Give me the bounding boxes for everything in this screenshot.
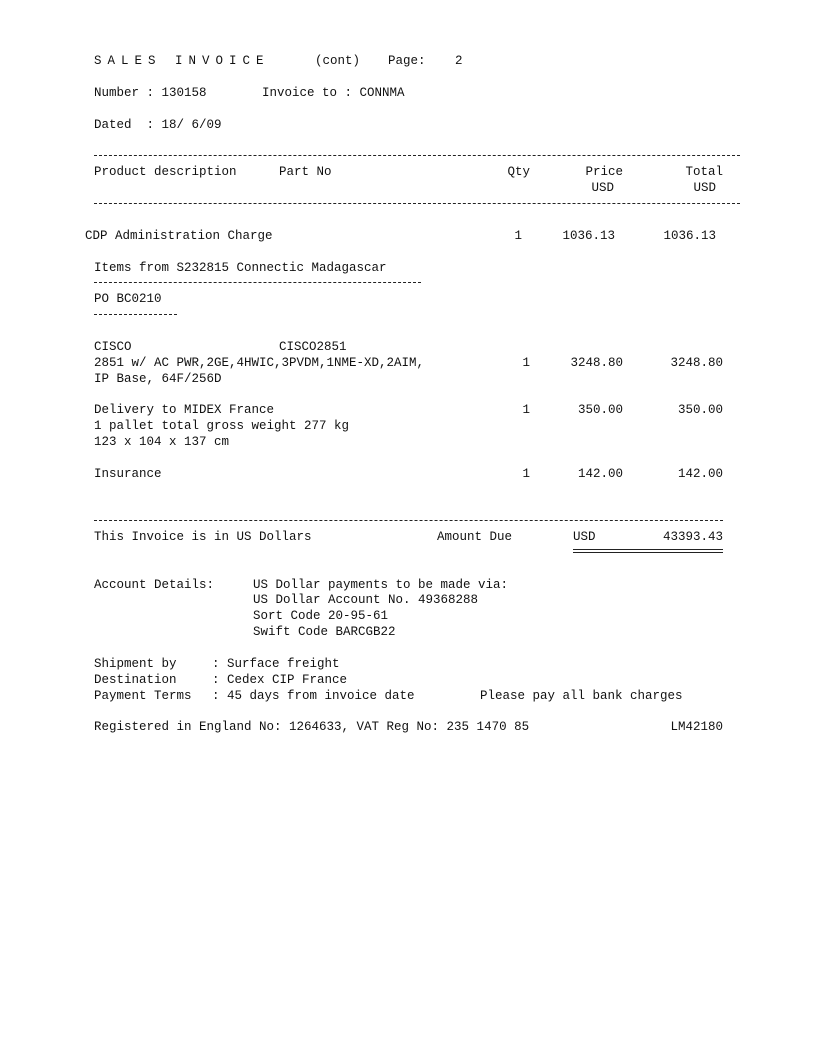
items-from: Items from S232815 Connectic Madagascar <box>94 261 387 275</box>
col-part-no: Part No <box>279 165 332 179</box>
po-underline <box>94 314 177 315</box>
delivery-description: Delivery to MIDEX France <box>94 403 275 417</box>
cisco-price: 3248.80 <box>570 356 623 370</box>
registration-info: Registered in England No: 1264633, VAT Reg No: 235 1470 85 <box>94 720 530 734</box>
col-total: Total <box>685 165 723 179</box>
cisco-qty: 1 <box>522 356 530 370</box>
cisco-total: 3248.80 <box>670 356 723 370</box>
invoice-title: SALES INVOICE <box>94 54 270 68</box>
amount-due-value: 43393.43 <box>662 530 723 544</box>
bank-charges-note: Please pay all bank charges <box>480 689 683 703</box>
destination-value: : Cedex CIP France <box>212 673 348 687</box>
account-line-2: US Dollar Account No. 49368288 <box>253 593 479 607</box>
invoice-number: Number : 130158 <box>94 86 207 100</box>
delivery-total: 350.00 <box>677 403 723 417</box>
delivery-qty: 1 <box>522 403 530 417</box>
cisco-description-2: IP Base, 64F/256D <box>94 372 222 386</box>
shipment-value: : Surface freight <box>212 657 340 671</box>
col-total-currency: USD <box>693 181 716 195</box>
account-line-4: Swift Code BARCGB22 <box>253 625 396 639</box>
amount-due-label: Amount Due <box>437 530 513 544</box>
po-number: PO BC0210 <box>94 292 162 306</box>
items-from-underline <box>94 282 421 283</box>
account-line-1: US Dollar payments to be made via: <box>253 578 509 592</box>
shipment-label: Shipment by <box>94 657 177 671</box>
invoice-title-suffix: (cont) <box>315 54 361 68</box>
destination-label: Destination <box>94 673 177 687</box>
insurance-description: Insurance <box>94 467 162 481</box>
delivery-price: 350.00 <box>577 403 623 417</box>
payment-terms-value: : 45 days from invoice date <box>212 689 415 703</box>
admin-charge-qty: 1 <box>514 229 522 243</box>
col-product-description: Product description <box>94 165 237 179</box>
col-price-currency: USD <box>591 181 614 195</box>
cisco-part-no: CISCO2851 <box>279 340 347 354</box>
cisco-vendor: CISCO <box>94 340 132 354</box>
admin-charge-price: 1036.13 <box>562 229 615 243</box>
header-divider-top <box>94 155 740 156</box>
delivery-weight: 1 pallet total gross weight 277 kg <box>94 419 350 433</box>
invoice-to: Invoice to : CONNMA <box>262 86 405 100</box>
admin-charge-description: CDP Administration Charge <box>85 229 273 243</box>
insurance-qty: 1 <box>522 467 530 481</box>
cisco-description: 2851 w/ AC PWR,2GE,4HWIC,3PVDM,1NME-XD,2AIM, <box>94 356 425 370</box>
amount-due-currency: USD <box>573 530 596 544</box>
document-reference: LM42180 <box>670 720 723 734</box>
header-divider-bottom <box>94 203 740 204</box>
delivery-dimensions: 123 x 104 x 137 cm <box>94 435 230 449</box>
account-line-3: Sort Code 20-95-61 <box>253 609 389 623</box>
account-details-label: Account Details: <box>94 578 215 592</box>
amount-due-double-underline <box>573 549 723 553</box>
admin-charge-total: 1036.13 <box>663 229 716 243</box>
summary-divider <box>94 520 723 521</box>
col-qty: Qty <box>507 165 530 179</box>
insurance-total: 142.00 <box>677 467 723 481</box>
page-label: Page: <box>388 54 426 68</box>
payment-terms-label: Payment Terms <box>94 689 192 703</box>
page-number: 2 <box>455 54 463 68</box>
col-price: Price <box>585 165 623 179</box>
insurance-price: 142.00 <box>577 467 623 481</box>
invoice-date: Dated : 18/ 6/09 <box>94 118 222 132</box>
currency-note: This Invoice is in US Dollars <box>94 530 312 544</box>
